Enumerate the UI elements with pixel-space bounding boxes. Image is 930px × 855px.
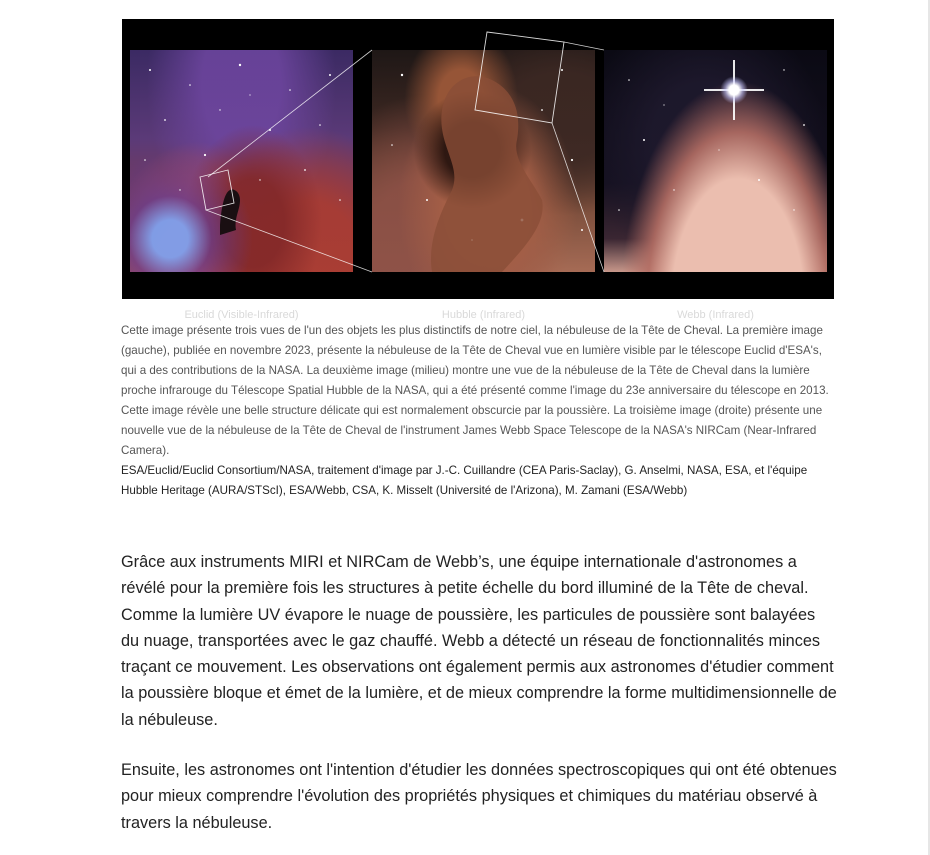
hubble-zoom-box: [372, 50, 595, 272]
euclid-zoom-box: [130, 50, 353, 272]
euclid-label: Euclid (Visible-Infrared): [184, 309, 299, 321]
article-paragraph: Grâce aux instruments MIRI et NIRCam de Webb’s, une équipe internationale d'astronomes a révélé pour la première fois les structures à petite échelle du bord illuminé de la Tête de cheval. Comme la lumière UV évapore le nuage de poussière, les particules de poussière sont balayées du nuage, transportées avec le gaz chauffé. Webb a détecté un réseau de fonctionnalités minces traçant ce mouvement. Les observations ont également permis aux astronomes d'étudier comment la poussière bloque et émet de la lumière, et de mieux comprendre la forme multidimensionnelle de la nébuleuse.: [121, 553, 837, 729]
horsehead-nebula-comparison-image[interactable]: [122, 19, 834, 321]
webb-panel: [604, 50, 827, 321]
euclid-panel: [130, 50, 353, 321]
webb-label: Webb (Infrared): [677, 309, 754, 321]
image-credit: ESA/Euclid/Euclid Consortium/NASA, traitement d'image par J.-C. Cuillandre (CEA Paris-Saclay), G. Anselmi, NASA, ESA, et l'équipe Hubble Heritage (AURA/STScI), ESA/Webb, CSA, K. Misselt (Université de l'Arizona), M. Zamani (ESA/Webb): [121, 464, 808, 497]
hubble-panel: [372, 50, 595, 321]
hubble-label: Hubble (Infrared): [441, 309, 526, 321]
bright-star: [720, 76, 748, 104]
article-paragraph: Ensuite, les astronomes ont l'intention d'étudier les données spectroscopiques qui ont été obtenues pour mieux comprendre l'évolution des propriétés physiques et chimiques du matériau observé à travers la nébuleuse.: [121, 761, 837, 832]
image-caption: Cette image présente trois vues de l'un des objets les plus distinctifs de notre ciel, la nébuleuse de la Tête de Cheval. La première image (gauche), publiée en novembre 2023, présente la nébuleuse de la Tête de Cheval vue en lumière visible par le télescope Euclid d'ESA's, qui a des contributions de la NASA. La deuxième image (milieu) montre une vue de la nébuleuse de la Tête de Cheval dans la lumière proche infrarouge du Télescope Spatial Hubble de la NASA, qui a été présenté comme l'image du 23e anniversaire du télescope en 2013. Cette image révèle une belle structure délicate qui est normalement obscurcie par la poussière. La troisième image (droite) présente une nouvelle vue de la nébuleuse de la Tête de Cheval de l'instrument James Webb Space Telescope de la NASA's NIRCam (Near-Infrared Camera).: [121, 324, 829, 457]
